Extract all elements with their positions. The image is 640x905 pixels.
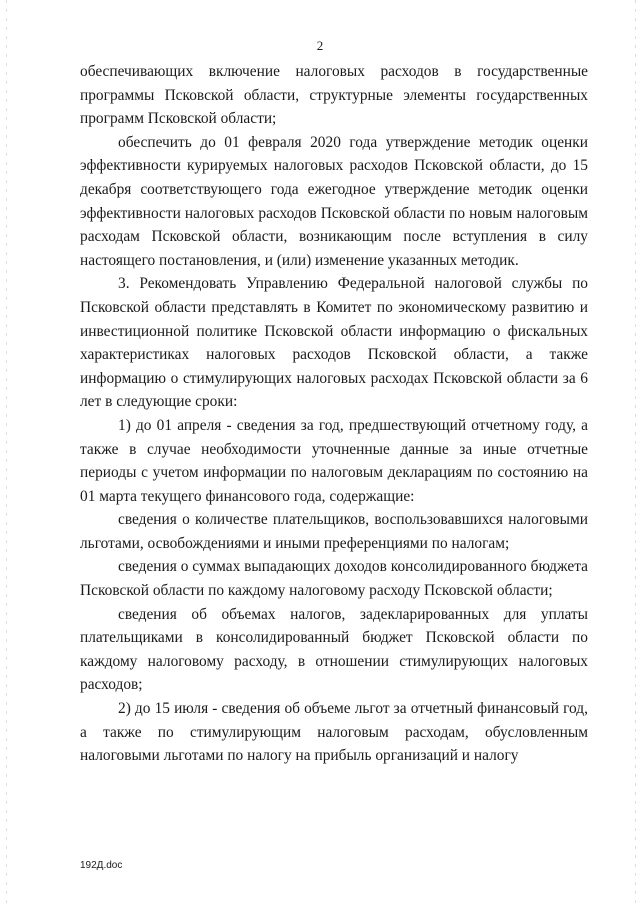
scan-edge-right (635, 0, 636, 905)
page-number: 2 (316, 38, 324, 53)
paragraph-subitem-2: 2) до 15 июля - сведения об объеме льгот за отчетный финансовый год, а также по стимулирующим налоговым расходам, обусловленным налоговыми льготами по налогу на прибыль организаций и налогу (80, 700, 588, 765)
paragraph-continuation: обеспечивающих включение налоговых расходов в государственные программы Псковской области, структурные элементы государственных программ Псковской области; (80, 63, 588, 128)
paragraph-lost-revenue: сведения о суммах выпадающих доходов консолидированного бюджета Псковской области по каждому налоговому расходу Псковской области; (80, 558, 588, 600)
document-body (80, 60, 588, 768)
paragraph-item-3: 3. Рекомендовать Управлению Федеральной налоговой службы по Псковской области представлять в Комитет по экономическому развитию и инвестиционной политике Псковской области информацию о фискальных характеристиках налоговых расходов Псковской области, а также информацию о стимулирующих налоговых расходах Псковской области за 6 лет в следующие сроки: (80, 275, 588, 411)
paragraph-payers-count: сведения о количестве плательщиков, воспользовавшихся налоговыми льготами, освобождениями и иными преференциями по налогам; (80, 511, 588, 552)
paragraph-methodology-deadline: обеспечить до 01 февраля 2020 года утверждение методик оценки эффективности курируемых налоговых расходов Псковской области, до 15 декабря соответствующего года ежегодное утверждение методик оценки эффективности налоговых расходов Псковской области по новым налоговым расходам Псковской области, возникающим после вступления в силу настоящего постановления, и (или) изменение указанных методик. (80, 133, 588, 269)
paragraph-declared-taxes: сведения об объемах налогов, задекларированных для уплаты плательщиками в консолидированный бюджет Псковской области по каждому налоговому расходу, в отношении стимулирующих налоговых расходов; (80, 605, 588, 694)
paragraph-subitem-1: 1) до 01 апреля - сведения за год, предшествующий отчетному году, а также в случае необходимости уточненные данные за иные отчетные периоды с учетом информации по налоговым декларациям по состоянию на 01 марта текущего финансового года, содержащие: (80, 416, 588, 505)
scan-edge-left (6, 0, 7, 905)
footer-filename: 192Д.doc (80, 860, 123, 871)
